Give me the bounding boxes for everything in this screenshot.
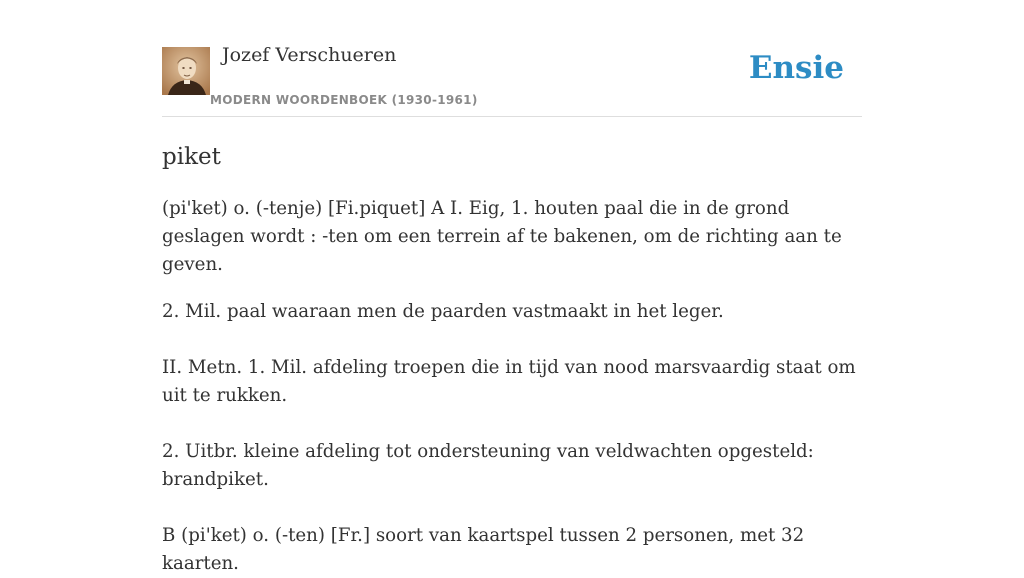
definition-paragraph: II. Metn. 1. Mil. afdeling troepen die in tijd van nood marsvaardig staat om uit te rukken.: [162, 357, 856, 406]
definition-paragraph: B (pi'ket) o. (-ten) [Fr.] soort van kaartspel tussen 2 personen, met 32 kaarten.: [162, 525, 805, 574]
definition-paragraph: 2. Mil. paal waaraan men de paarden vastmaakt in het leger.: [162, 301, 724, 322]
entry-definition: [162, 195, 862, 578]
author-name[interactable]: Jozef Verschueren: [222, 44, 397, 66]
dictionary-source-label[interactable]: MODERN WOORDENBOEK (1930-1961): [210, 93, 478, 107]
ensie-logo[interactable]: Ensie: [748, 50, 844, 86]
entry-headword: piket: [162, 144, 221, 170]
entry-header: [162, 0, 862, 117]
author-avatar-icon[interactable]: [162, 47, 210, 95]
definition-paragraph: (pi'ket) o. (-tenje) [Fi.piquet] A I. Eig, 1. houten paal die in de grond geslagen wordt : -ten om een terrein af te bakenen, om de richting aan te geven.: [162, 198, 842, 275]
entry-container: [162, 0, 862, 578]
author-portrait-icon: [162, 47, 210, 95]
definition-paragraph: 2. Uitbr. kleine afdeling tot ondersteuning van veldwachten opgesteld: brandpiket.: [162, 441, 814, 490]
